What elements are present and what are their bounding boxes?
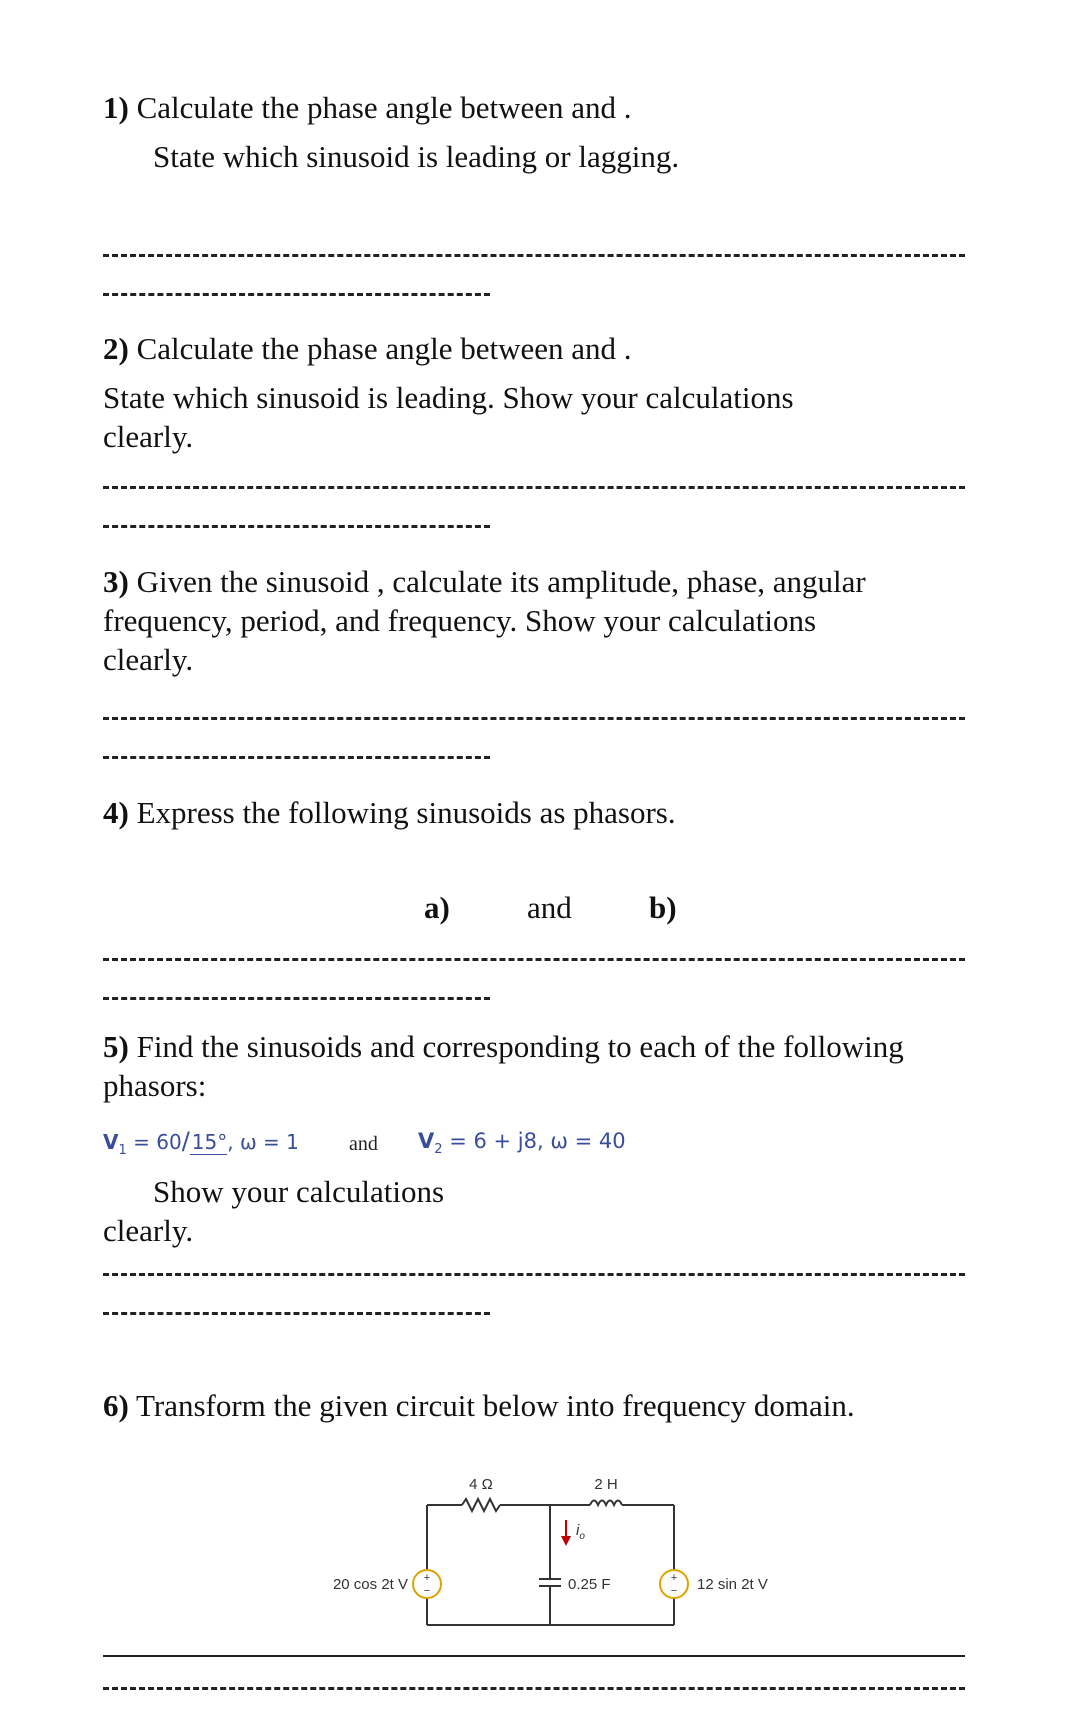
answer-line — [103, 958, 965, 961]
q1-number: 1) — [103, 90, 129, 125]
q6-text: Transform the given circuit below into frequency domain. — [136, 1388, 855, 1423]
v2-label: V — [418, 1129, 435, 1153]
current-sub: o — [579, 1531, 585, 1542]
answer-line-solid — [103, 1655, 965, 1657]
answer-line — [103, 756, 490, 759]
q5-line1 — [103, 1027, 904, 1066]
resistor-label: 4 Ω — [469, 1476, 493, 1493]
svg-text:−: − — [670, 1585, 678, 1597]
phasor-and — [349, 1131, 378, 1156]
v1-eq: = 60 — [126, 1130, 182, 1154]
source-left-label: 20 cos 2t V — [332, 1576, 408, 1593]
q5-number: 5) — [103, 1029, 129, 1064]
q4-part-b: b) — [649, 890, 677, 925]
q2-text: Calculate the phase angle between and . — [136, 331, 632, 366]
phasor-v1: $V_1 = 60/$ 15°, ω = 1 — [103, 1127, 299, 1158]
q2-line2: State which sinusoid is leading. Show your calculations — [103, 380, 794, 415]
v2-eq: = 6 + j8, ω = 40 — [442, 1129, 626, 1153]
v1-label: V — [103, 1130, 119, 1154]
q2-number: 2) — [103, 331, 129, 366]
phasor-v2 — [418, 1129, 626, 1157]
answer-line — [103, 997, 490, 1000]
answer-line — [103, 1312, 490, 1315]
v1-angle: 15° — [191, 1130, 228, 1154]
answer-line — [103, 717, 965, 720]
svg-text:+: + — [670, 1572, 678, 1584]
answer-line — [103, 254, 965, 257]
q4-part-a: a) — [424, 890, 450, 925]
q3-line3: clearly. — [103, 642, 194, 677]
source-right-label: 12 sin 2t V — [697, 1576, 768, 1593]
svg-text:io — [576, 1522, 585, 1542]
circuit-diagram — [0, 1460, 1068, 1640]
answer-line — [103, 486, 965, 489]
voltage-source-left — [413, 1570, 441, 1598]
q4-and: and — [527, 890, 572, 925]
q5-show: Show your calculations — [153, 1174, 445, 1209]
q5-line2: phasors: — [103, 1068, 207, 1103]
q6-number: 6) — [103, 1388, 129, 1423]
svg-text:+: + — [423, 1572, 431, 1584]
capacitor-label: 0.25 F — [568, 1576, 611, 1593]
current-arrow — [561, 1520, 571, 1546]
q3-number: 3) — [103, 564, 129, 599]
q3-line1 — [103, 562, 866, 601]
svg-text:−: − — [423, 1585, 431, 1597]
q1-text: Calculate the phase angle between and . — [136, 90, 632, 125]
q1-line1 — [103, 88, 632, 127]
v1-sub: 1 — [118, 1143, 127, 1158]
q3-text: Given the sinusoid , calculate its amplitude, phase, angular — [136, 564, 866, 599]
q5-and: and — [349, 1133, 378, 1155]
q1-line2: State which sinusoid is leading or lagging. — [153, 139, 680, 174]
answer-line — [103, 293, 490, 296]
answer-line — [103, 525, 490, 528]
inductor — [590, 1501, 622, 1506]
q4-number: 4) — [103, 795, 129, 830]
answer-line — [103, 1273, 965, 1276]
voltage-source-right — [660, 1570, 688, 1598]
inductor-label: 2 H — [594, 1476, 618, 1493]
q4-line1 — [103, 793, 676, 832]
q5-clearly: clearly. — [103, 1213, 194, 1248]
resistor — [462, 1499, 500, 1511]
q5-text: Find the sinusoids and corresponding to each of the following — [136, 1029, 904, 1064]
q2-line3: clearly. — [103, 419, 194, 454]
q3-line2: frequency, period, and frequency. Show your calculations — [103, 603, 817, 638]
q6-line1 — [103, 1386, 855, 1425]
q4-text: Express the following sinusoids as phasors. — [136, 795, 676, 830]
q2-line1 — [103, 329, 632, 368]
v1-omega: , ω = 1 — [227, 1130, 299, 1154]
answer-line — [103, 1687, 965, 1690]
v2-sub: 2 — [434, 1142, 443, 1158]
current-label: i — [576, 1522, 580, 1539]
